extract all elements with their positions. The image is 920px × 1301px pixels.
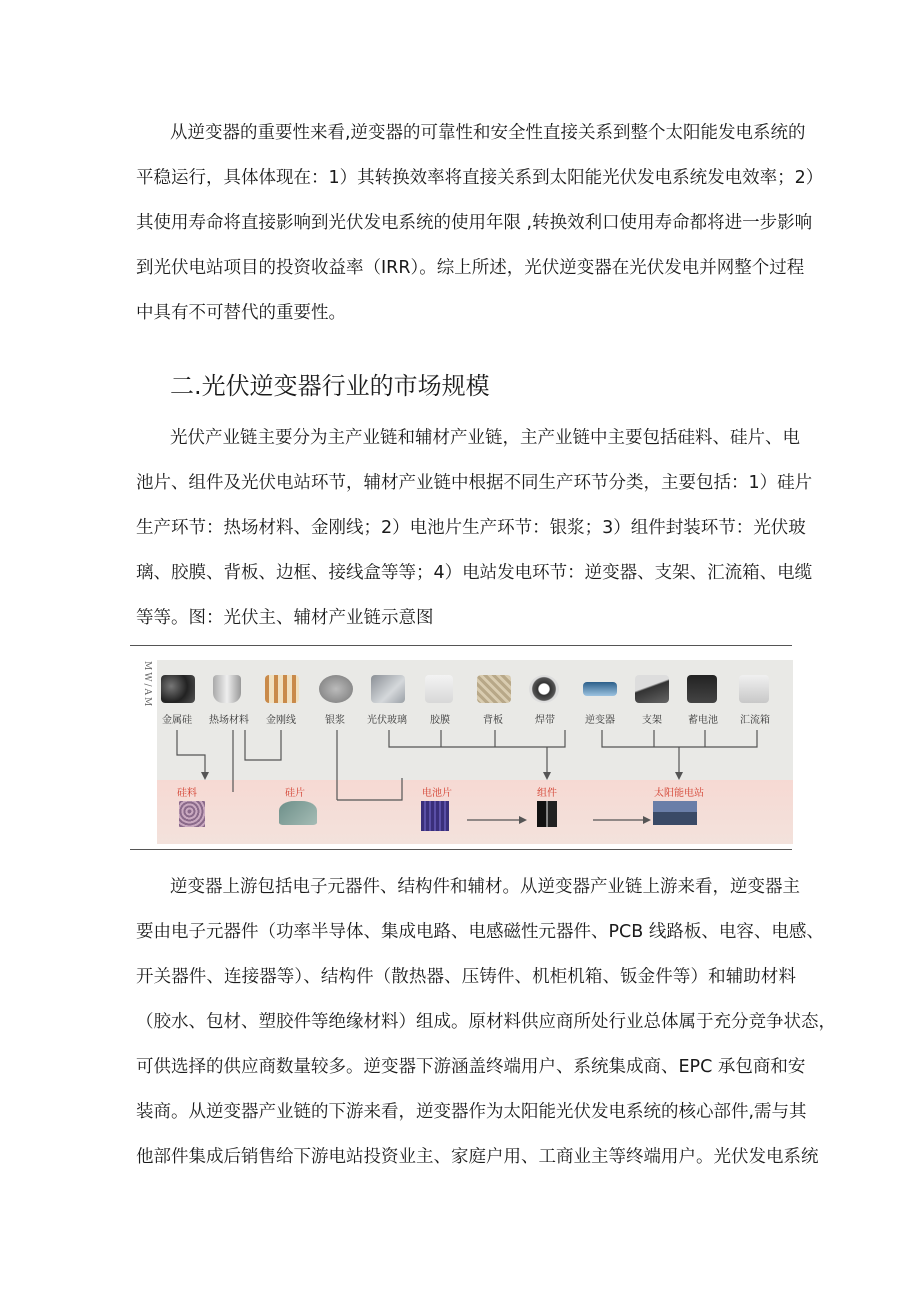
- industry-chain-figure: [130, 645, 792, 850]
- material-label: 光伏玻璃: [367, 715, 407, 726]
- text-line: 平稳运行，具体体现在：1）其转换效率将直接关系到太阳能光伏发电系统发电效率；2）: [136, 168, 824, 188]
- material-label: 焊带: [535, 715, 555, 726]
- text-line: 逆变器上游包括电子元器件、结构件和辅材。从逆变器产业链上游来看，逆变器主: [170, 877, 800, 897]
- material-label: 热场材料: [209, 715, 249, 726]
- text-line: 从逆变器的重要性来看,逆变器的可靠性和安全性直接关系到整个太阳能发电系统的: [170, 123, 806, 143]
- material-label: 金属硅: [162, 715, 192, 726]
- material-label: 逆变器: [585, 715, 615, 726]
- stage-label: 硅料: [177, 788, 197, 799]
- flow-lines: [157, 660, 793, 844]
- text-line: 光伏产业链主要分为主产业链和辅材产业链，主产业链中主要包括硅料、硅片、电: [170, 428, 800, 448]
- text-line: 装商。从逆变器产业链的下游来看，逆变器作为太阳能光伏发电系统的核心部件,需与其: [136, 1102, 807, 1122]
- figure-panel: [157, 660, 793, 844]
- stage-label: 电池片: [422, 788, 452, 799]
- text-line: 开关器件、连接器等）、结构件（散热器、压铸件、机柜机箱、钣金件等）和辅助材料: [136, 967, 796, 987]
- text-line: 可供选择的供应商数量较多。逆变器下游涵盖终端用户、系统集成商、EPC 承包商和安: [136, 1057, 806, 1077]
- text-line: 池片、组件及光伏电站环节，辅材产业链中根据不同生产环节分类，主要包括：1）硅片: [136, 473, 813, 493]
- text-line: 要由电子元器件（功率半导体、集成电路、电感磁性元器件、PCB 线路板、电容、电感、: [136, 922, 824, 942]
- text-line: 到光伏电站项目的投资收益率（IRR）。综上所述，光伏逆变器在光伏发电并网整个过程: [136, 258, 805, 278]
- solar-station-image: [653, 801, 697, 825]
- text-line: 他部件集成后销售给下游电站投资业主、家庭户用、工商业主等终端用户。光伏发电系统: [136, 1147, 819, 1167]
- material-label: 背板: [483, 715, 503, 726]
- text-line: 中具有不可替代的重要性。: [136, 303, 346, 323]
- stage-label: 组件: [537, 788, 557, 799]
- material-label: 金刚线: [266, 715, 296, 726]
- stage-label: 硅片: [285, 788, 305, 799]
- material-label: 胶膜: [430, 715, 450, 726]
- material-label: 银浆: [325, 715, 345, 726]
- polysilicon-image: [179, 801, 205, 827]
- text-line: 等等。图：光伏主、辅材产业链示意图: [136, 608, 434, 628]
- figure-top-rule: [130, 645, 792, 646]
- section-heading: 二.光伏逆变器行业的市场规模: [170, 372, 490, 400]
- text-line: 生产环节：热场材料、金刚线；2）电池片生产环节：银浆；3）组件封装环节：光伏玻: [136, 518, 806, 538]
- material-label: 支架: [642, 715, 662, 726]
- figure-bottom-rule: [130, 849, 792, 850]
- stage-label: 太阳能电站: [654, 788, 704, 799]
- cell-image: [421, 801, 449, 831]
- module-image: [537, 801, 557, 827]
- text-line: 其使用寿命将直接影响到光伏发电系统的使用年限 ,转换效利口使用寿命都将进一步影响: [136, 213, 813, 233]
- text-line: （胶水、包材、塑胶件等绝缘材料）组成。原材料供应商所处行业总体属于充分竞争状态，: [136, 1012, 836, 1032]
- material-label: 蓄电池: [688, 715, 718, 726]
- text-line: 璃、胶膜、背板、边框、接线盒等等；4）电站发电环节：逆变器、支架、汇流箱、电缆: [136, 563, 813, 583]
- wafer-image: [279, 801, 317, 825]
- paragraph-industry-chain: [136, 416, 813, 641]
- paragraph-upstream-downstream: [136, 865, 836, 1180]
- paragraph-importance: [136, 111, 824, 336]
- material-label: 汇流箱: [740, 715, 770, 726]
- figure-side-label: MW/AM: [142, 661, 152, 709]
